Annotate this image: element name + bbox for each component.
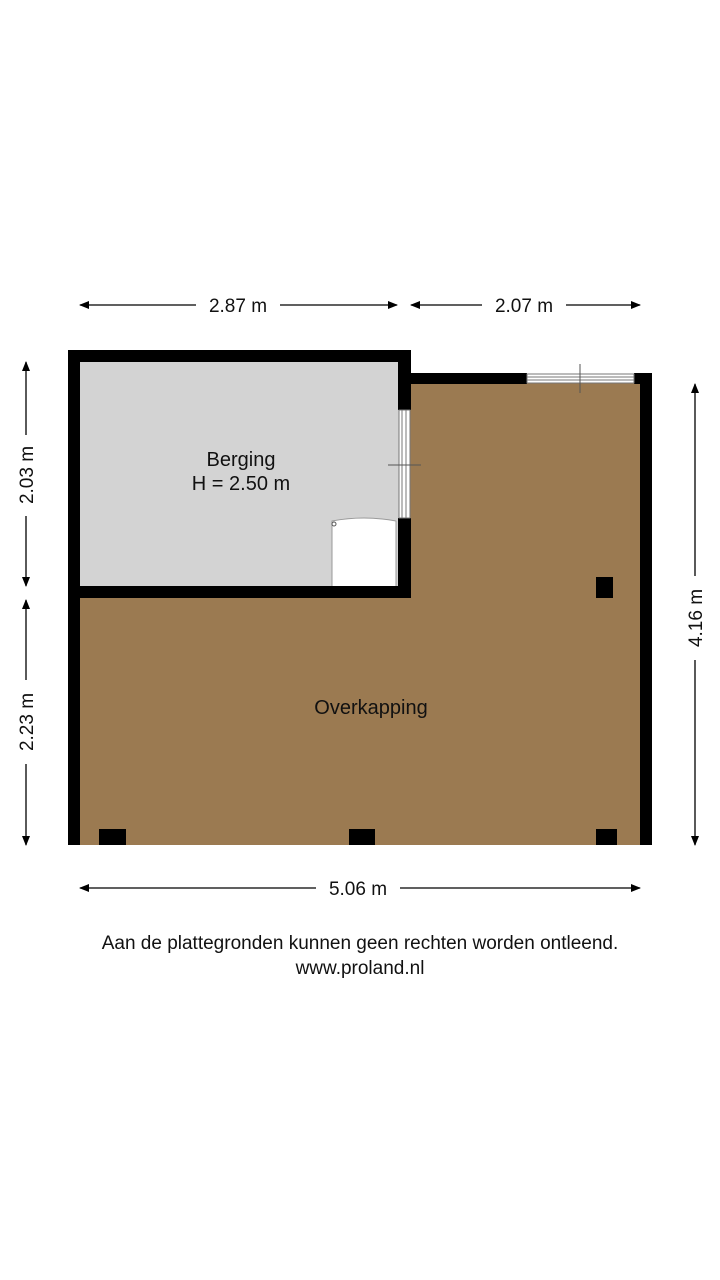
dim-label-top-left: 2.87 m <box>208 296 268 317</box>
column-right-middle <box>596 577 613 598</box>
dim-label-right: 4.16 m <box>686 588 707 648</box>
disclaimer-text: Aan de plattegronden kunnen geen rechten worden ontleend. <box>101 933 619 954</box>
room-label-berging: Berging <box>206 449 276 471</box>
wall-berging-right-upper <box>398 350 411 410</box>
wall-berging-top <box>68 350 411 362</box>
website-text: www.proland.nl <box>295 958 425 979</box>
column-bottom-left <box>99 829 126 845</box>
column-bottom-right <box>596 829 617 845</box>
wall-berging-bottom <box>68 586 411 598</box>
dim-label-left-upper: 2.03 m <box>17 445 38 505</box>
dim-label-bottom: 5.06 m <box>328 879 388 900</box>
berging-cabinet <box>332 518 396 587</box>
room-label-overkapping: Overkapping <box>314 697 428 719</box>
room-height-berging: H = 2.50 m <box>191 473 291 495</box>
column-bottom-middle <box>349 829 375 845</box>
dim-label-left-lower: 2.23 m <box>17 692 38 752</box>
wall-right <box>640 373 652 845</box>
dim-label-top-right: 2.07 m <box>494 296 554 317</box>
wall-overkapping-top <box>411 373 527 384</box>
